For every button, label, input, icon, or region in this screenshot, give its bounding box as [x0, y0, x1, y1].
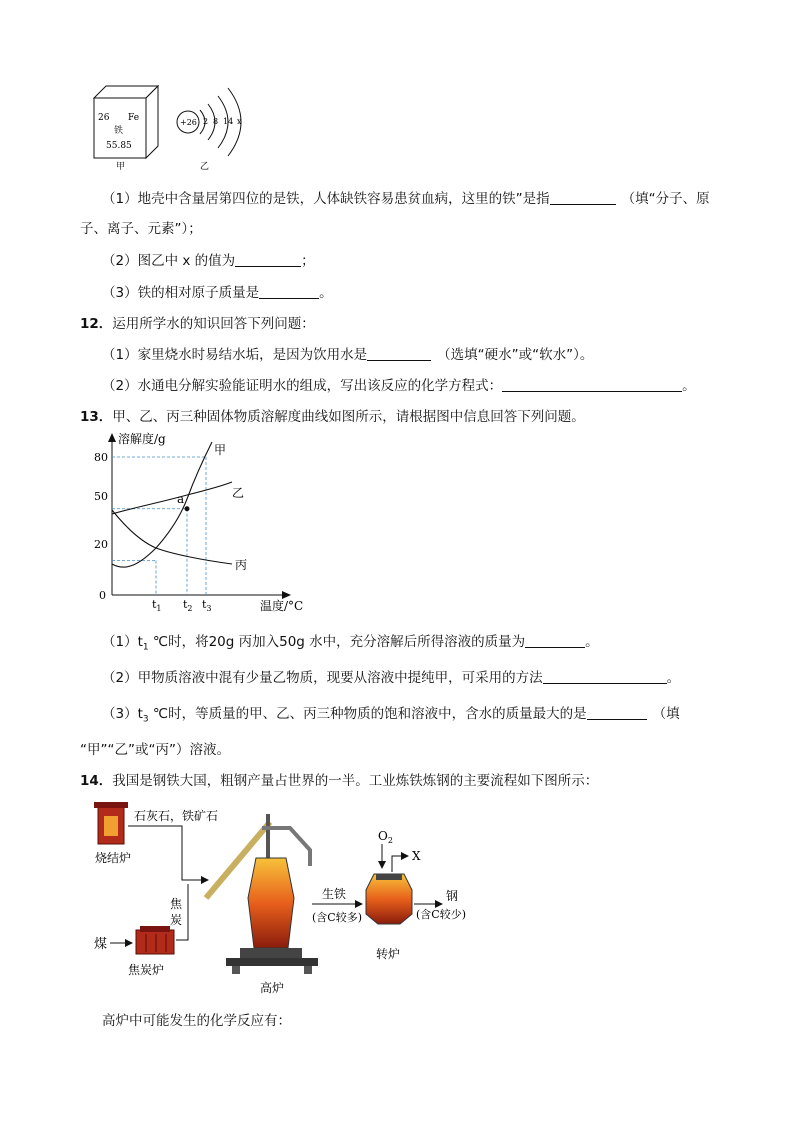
- y-tick-20: 20: [94, 538, 108, 551]
- steel-label: 钢: [446, 889, 459, 903]
- q13-stem: [80, 405, 585, 425]
- q13-part1-prefix: （1）: [102, 634, 138, 650]
- q13-part2-end: 。: [666, 670, 681, 686]
- coke-oven-icon: [136, 926, 174, 954]
- q11-part1-cont: 子、离子、元素”）；: [80, 221, 202, 237]
- shell-3-count: 14: [223, 117, 234, 126]
- y-tick-0: 0: [99, 589, 106, 602]
- element-number: 26: [98, 113, 110, 123]
- q13-part1-end: 。: [585, 634, 599, 650]
- series-label-1: 甲: [214, 443, 227, 457]
- q14-tail: 高炉中可能发生的化学反应有：: [102, 1013, 291, 1029]
- q12-blank-1[interactable]: [367, 346, 431, 361]
- nucleus-charge: +26: [180, 118, 197, 127]
- q13-blank-3[interactable]: [587, 705, 647, 720]
- pig-iron-label: 生铁: [322, 887, 347, 901]
- q14-number: 14．: [80, 773, 113, 789]
- q13-part1: [102, 630, 599, 653]
- q13-part3-prefix: （3）: [102, 706, 138, 722]
- series-curve-2: [112, 482, 232, 514]
- q13-part3: [102, 702, 680, 725]
- figure-label-a: 甲: [116, 162, 126, 172]
- q11-part2: [102, 249, 315, 269]
- element-name: 铁: [114, 126, 124, 136]
- q13-part3-fill: （填: [652, 706, 680, 722]
- q13-part2-text: （2）甲物质溶液中混有少量乙物质，现要从溶液中提纯甲，可采用的方法: [102, 670, 543, 686]
- q12-stem: [80, 312, 315, 332]
- sinter-furnace-icon: [94, 802, 128, 844]
- q12-part2-text: （2）水通电分解实验能证明水的组成，写出该反应的化学方程式：: [102, 378, 503, 394]
- x-axis-arrow: [282, 591, 291, 599]
- q13-part1-t-sub: 1: [142, 642, 149, 653]
- solubility-chart: [82, 430, 322, 620]
- q13-part2: [102, 666, 680, 686]
- x-tick-t3: $t_3$: [202, 598, 212, 613]
- q11-part1-text: （1）地壳中含量居第四位的是铁，人体缺铁容易患贫血病，这里的铁”是指: [102, 191, 550, 207]
- q12-part2-end: 。: [682, 378, 696, 394]
- cube-side: [146, 86, 158, 158]
- q11-blank-3[interactable]: [259, 284, 319, 299]
- pig-iron-note: (含C较多): [312, 911, 362, 924]
- q11-part3-end: 。: [319, 285, 333, 301]
- flow-arrow-ore: [128, 826, 208, 880]
- series-curve-3: [112, 510, 232, 564]
- y-axis-arrow: [108, 433, 116, 442]
- q12-part1-end: （选填“硬水”或“软水”）。: [437, 347, 594, 363]
- x-axis-label: 温度/°C: [260, 599, 304, 613]
- series-curve-1: [112, 442, 212, 567]
- q11-part2-end: ；: [301, 253, 315, 269]
- q13-blank-2[interactable]: [543, 669, 667, 684]
- q12-blank-2[interactable]: [502, 377, 682, 392]
- q12-part2: [102, 374, 696, 394]
- q13-text: 甲、乙、丙三种固体物质溶解度曲线如图所示，请根据图中信息回答下列问题。: [112, 409, 585, 425]
- blast-furnace-label: 高炉: [260, 981, 285, 995]
- element-mass: 55.85: [106, 141, 132, 151]
- intersection-point: [185, 506, 190, 511]
- figure-label-b: 乙: [200, 162, 210, 172]
- limestone-ore-label: 石灰石，铁矿石: [134, 809, 219, 823]
- oxygen-label: $O_2$: [378, 829, 393, 845]
- q11-part3: [102, 281, 333, 301]
- iron-element-figure: [88, 80, 258, 175]
- q13-part1-t: t: [137, 634, 143, 650]
- x-tick-t1: $t_1$: [152, 598, 162, 613]
- coke-oven-label: 焦炭炉: [128, 963, 165, 977]
- q13-number: 13．: [80, 409, 113, 425]
- flow-arrow-coke: [176, 884, 188, 940]
- q13-part1-text: ℃时，将20g 丙加入50g 水中，充分溶解后所得溶液的质量为: [148, 634, 526, 650]
- gas-x-label: X: [412, 849, 421, 863]
- q11-blank-1[interactable]: [550, 190, 616, 205]
- sinter-furnace-label: 烧结炉: [95, 851, 132, 865]
- element-symbol: Fe: [128, 113, 140, 123]
- blast-furnace-icon: [206, 814, 318, 974]
- q11-part2-text: （2）图乙中 x 的值为: [102, 253, 236, 269]
- q11-part3-text: （3）铁的相对原子质量是: [102, 285, 260, 301]
- q14-stem: [80, 769, 598, 789]
- q14-text: 我国是钢铁大国，粗钢产量占世界的一半。工业炼铁炼钢的主要流程如下图所示：: [112, 773, 599, 789]
- shell-1-count: 2: [203, 117, 209, 126]
- q11-blank-2[interactable]: [235, 252, 301, 267]
- coal-label: 煤: [94, 937, 108, 952]
- shell-2-count: 8: [213, 117, 219, 126]
- q12-number: 12．: [80, 316, 113, 332]
- converter-label: 转炉: [376, 947, 401, 961]
- x-tick-t2: $t_2$: [183, 598, 193, 613]
- q13-part3-t-sub: 3: [142, 714, 149, 725]
- q11-part1: [102, 187, 710, 207]
- intersection-label: a: [177, 491, 185, 506]
- q12-text: 运用所学水的知识回答下列问题：: [112, 316, 315, 332]
- shell-4-count: x: [237, 117, 242, 126]
- coke-label-1: 焦: [170, 897, 183, 911]
- q13-part3-cont: “甲”“乙”或“丙”）溶液。: [80, 742, 230, 758]
- steel-process-diagram: [90, 798, 490, 998]
- q13-part3-text: ℃时，等质量的甲、乙、丙三种物质的饱和溶液中，含水的质量最大的是: [148, 706, 587, 722]
- q13-blank-1[interactable]: [525, 633, 585, 648]
- steel-note: (含C较少): [416, 908, 466, 921]
- coke-label-2: 炭: [170, 913, 183, 927]
- q13-part3-t: t: [137, 706, 143, 722]
- q11-part1-choices: （填“分子、原: [621, 191, 710, 207]
- q12-part1: [102, 343, 593, 363]
- q12-part1-text: （1）家里烧水时易结水垢，是因为饮用水是: [102, 347, 368, 363]
- series-label-3: 丙: [235, 558, 248, 572]
- series-label-2: 乙: [232, 486, 245, 500]
- y-tick-80: 80: [94, 451, 108, 464]
- y-axis-label: 溶解度/g: [118, 432, 166, 446]
- flow-arrow-x: [392, 856, 408, 872]
- converter-icon: [366, 874, 412, 924]
- y-tick-50: 50: [94, 490, 108, 503]
